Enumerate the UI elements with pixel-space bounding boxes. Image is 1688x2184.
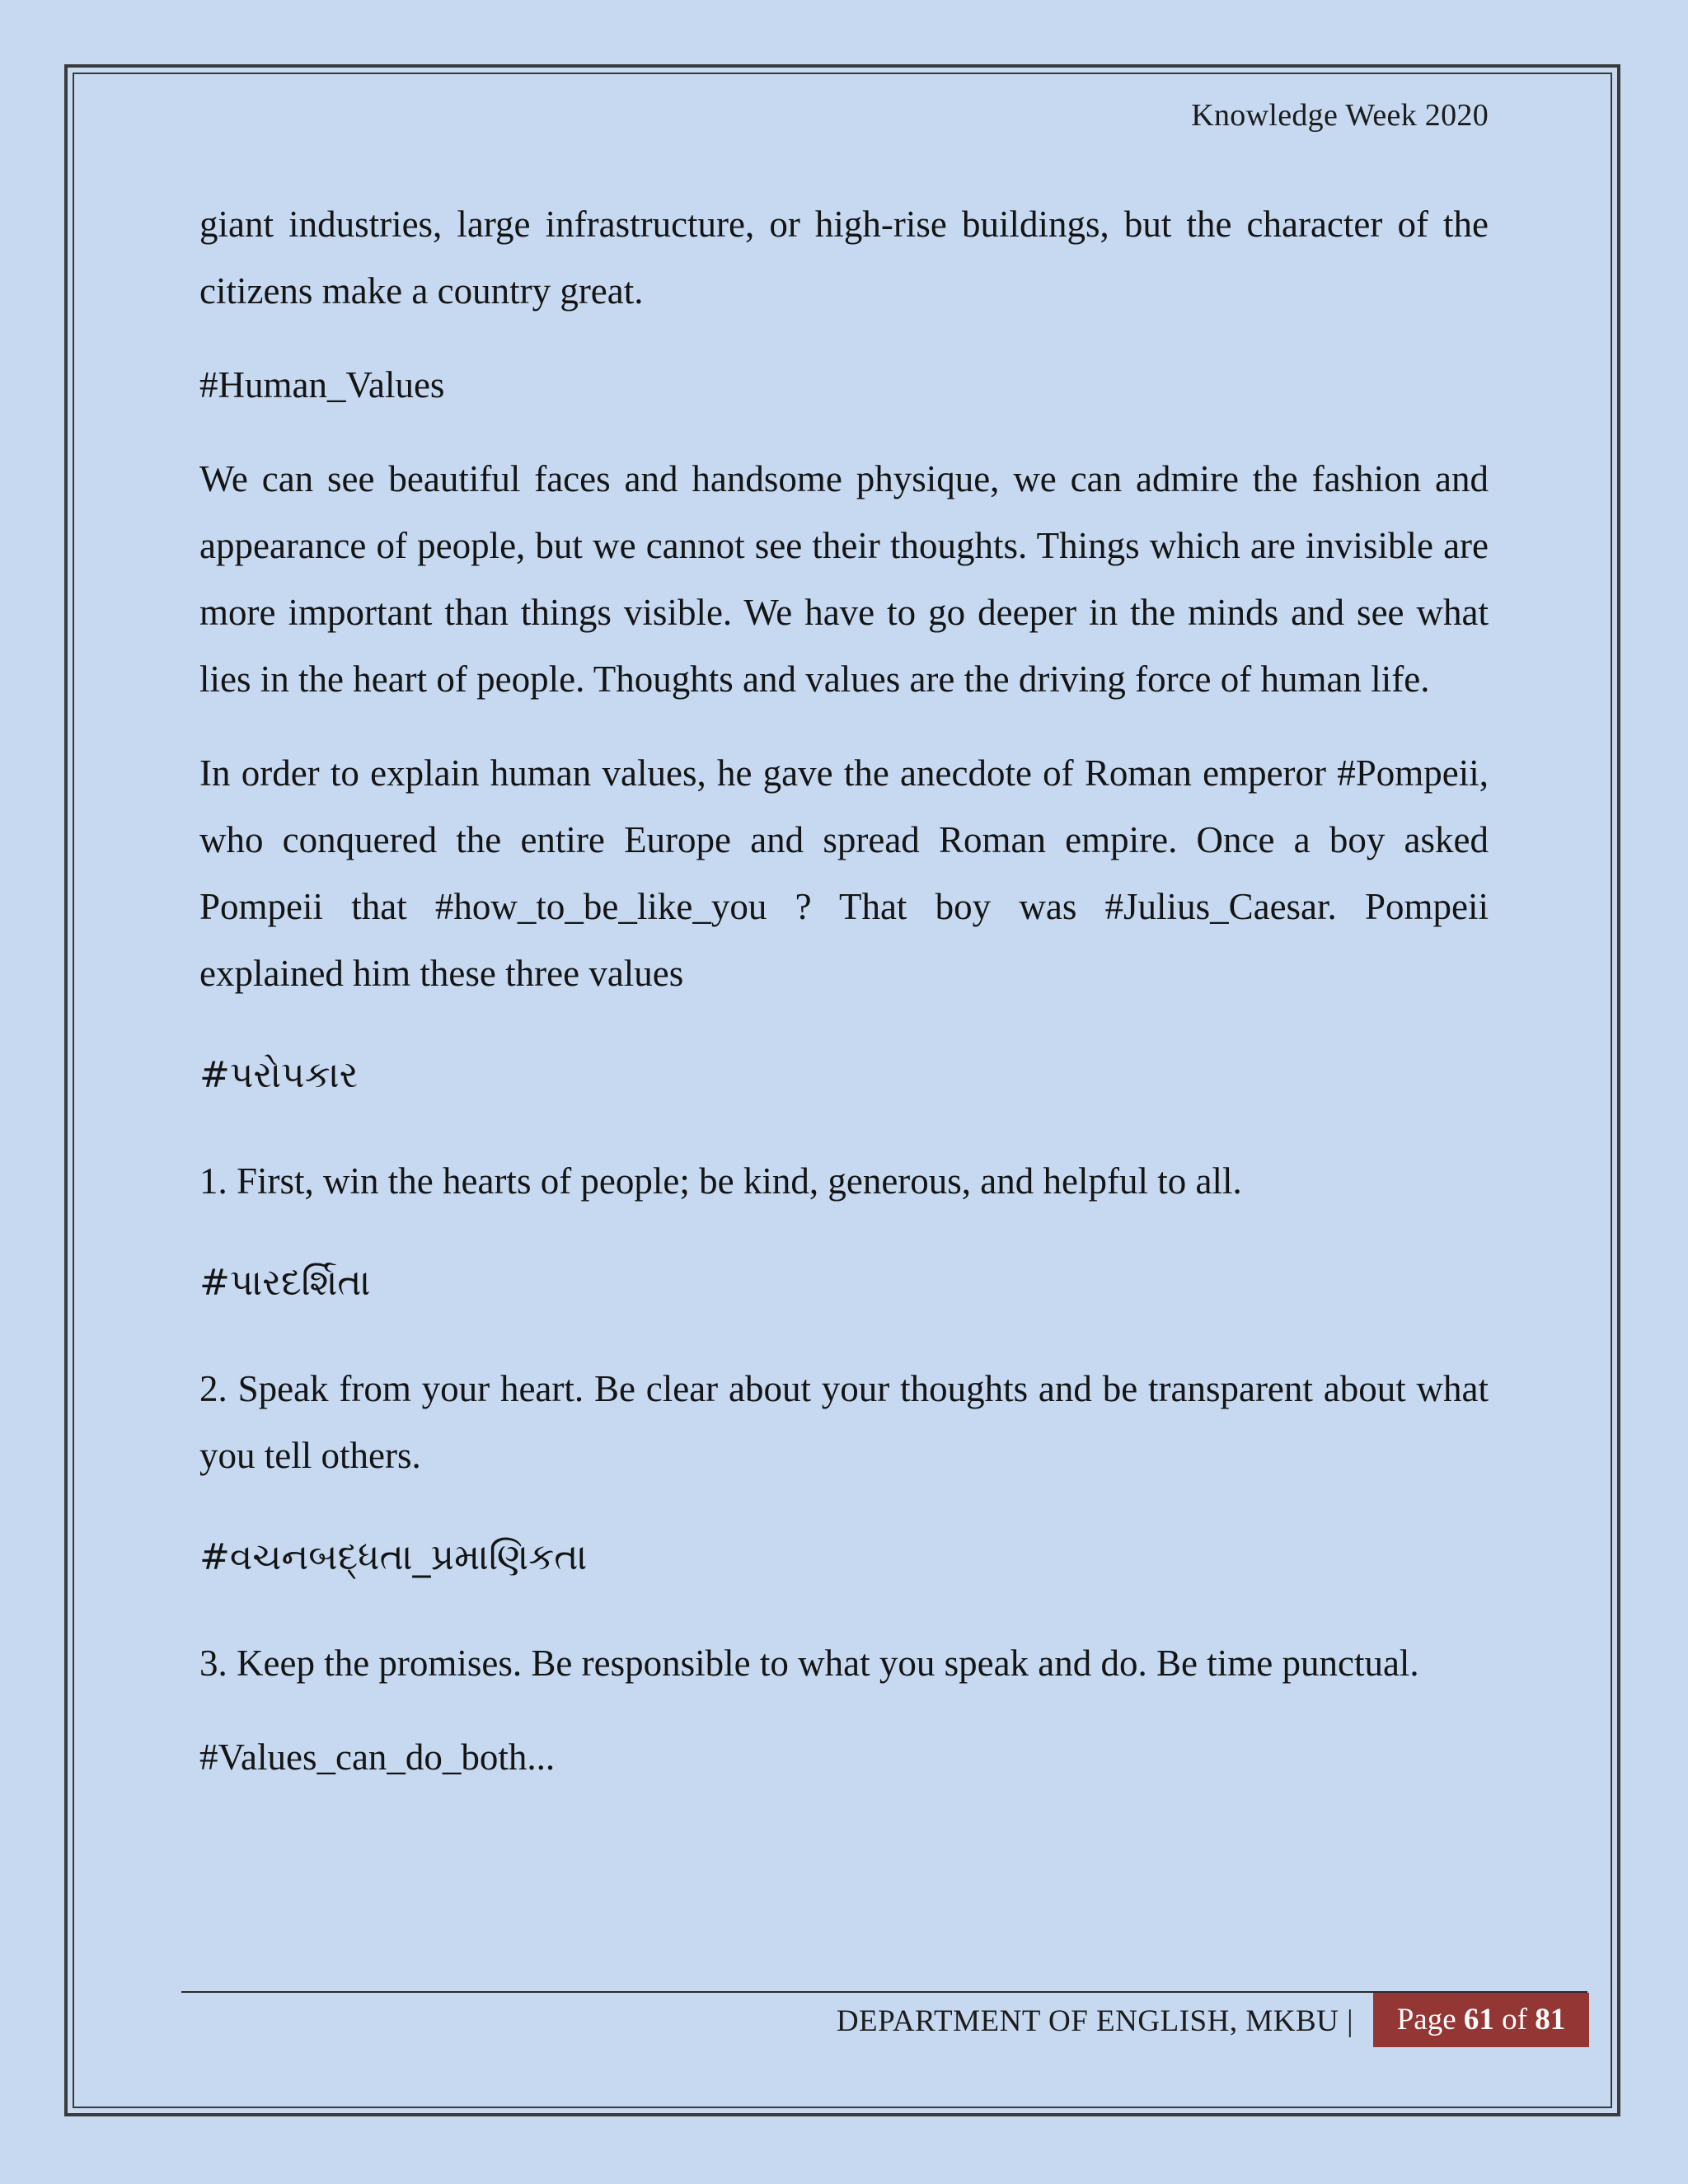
hashtag-human-values: #Human_Values [199,364,445,405]
page-number-badge [1373,1993,1589,2047]
page-current: 61 [1463,2003,1494,2036]
paragraph-anecdote: In order to explain human values, he gave the anecdote of Roman emperor #Pompeii, who conquered the entire Europe and spread Roman empire. Once a boy asked Pompeii that #how_to_be_like_you ? That boy was #Julius_Caesar. Pompeii explained him these three values [199,752,1489,994]
paragraph-intro: giant industries, large infrastructure, or high-rise buildings, but the character of the citizens make a country great. [199,204,1489,312]
page-total: 81 [1535,2003,1566,2036]
page-body [199,191,1489,1818]
hashtag-paropkar: #પરોપકાર [199,1054,359,1096]
hashtag-vachanbaddhata: #વચનબદ્ધતા_પ્રમાણિકતા [199,1536,588,1578]
value-point-1: 1. First, win the hearts of people; be kind, generous, and helpful to all. [199,1160,1242,1202]
footer-department: DEPARTMENT OF ENGLISH, MKBU | [836,2004,1353,2038]
hashtag-pardarshita: #પારદર્શિતા [199,1262,371,1304]
hashtag-values-can-do-both: #Values_can_do_both... [199,1736,556,1778]
page-of-word: of [1502,2003,1527,2036]
value-point-2: 2. Speak from your heart. Be clear about your thoughts and be transparent about what you tell others. [199,1368,1489,1476]
paragraph-values: We can see beautiful faces and handsome physique, we can admire the fashion and appearance of people, but we cannot see their thoughts. Things which are invisible are more important than things visible. We have to go deeper in the minds and see what lies in the heart of people. Thoughts and values are the driving force of human life. [199,458,1489,700]
running-header: Knowledge Week 2020 [1191,98,1489,133]
value-point-3: 3. Keep the promises. Be responsible to what you speak and do. Be time punctual. [199,1643,1419,1684]
page-word: Page [1396,2003,1456,2036]
